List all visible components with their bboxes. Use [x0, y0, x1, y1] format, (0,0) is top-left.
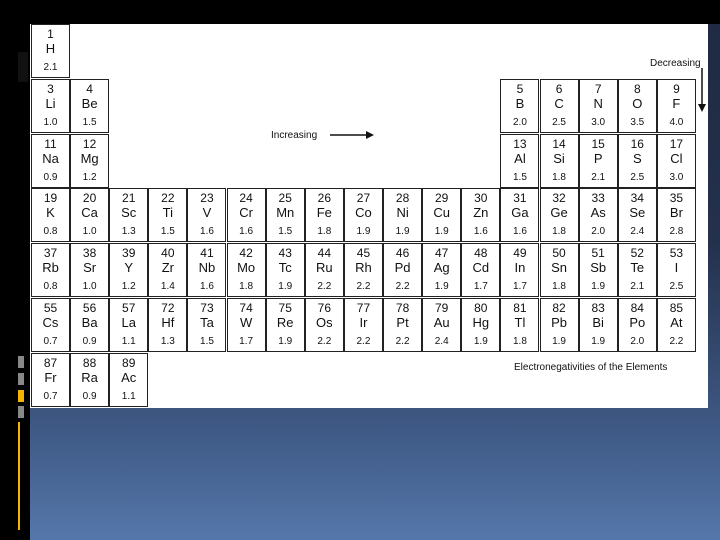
- element-cell-fr: [31, 353, 70, 407]
- element-cell-br: [657, 188, 696, 242]
- element-cell-ra: [70, 353, 109, 407]
- element-symbol: Tl: [514, 315, 526, 330]
- atomic-number: 13: [513, 136, 527, 151]
- element-cell-nb: [187, 243, 226, 297]
- element-cell-cu: [422, 188, 461, 242]
- atomic-number: 56: [82, 301, 97, 315]
- atomic-number: 26: [317, 191, 331, 206]
- element-cell-fe: [305, 188, 344, 242]
- element-cell-h: [31, 24, 70, 78]
- electronegativity-value: 0.7: [43, 336, 58, 347]
- element-symbol: B: [515, 95, 525, 111]
- element-symbol: Os: [316, 315, 333, 330]
- element-cell-pd: [383, 243, 422, 297]
- element-cell-y: [109, 243, 148, 297]
- electronegativity-value: 1.9: [434, 281, 449, 293]
- element-symbol: Al: [514, 150, 526, 166]
- left-accent-bar-gray-3: [18, 406, 24, 418]
- element-symbol: Fe: [316, 205, 332, 221]
- element-cell-sr: [70, 243, 109, 297]
- atomic-number: 28: [395, 191, 410, 206]
- electronegativity-value: 2.2: [395, 281, 410, 293]
- element-cell-au: [422, 298, 461, 352]
- element-symbol: Se: [629, 205, 646, 221]
- element-symbol: Hf: [161, 315, 175, 330]
- element-cell-pb: [540, 298, 579, 352]
- decreasing-label: Decreasing: [650, 58, 701, 69]
- atomic-number: 38: [82, 246, 97, 261]
- element-cell-sn: [540, 243, 579, 297]
- electronegativity-value: 0.9: [82, 336, 97, 347]
- atomic-number: 27: [356, 191, 371, 206]
- electronegativity-value: 2.0: [591, 226, 606, 238]
- element-symbol: Re: [276, 315, 294, 330]
- element-symbol: Ir: [359, 315, 368, 330]
- atomic-number: 33: [591, 191, 605, 206]
- top-black-band: [0, 0, 720, 24]
- element-symbol: Ag: [433, 260, 450, 276]
- element-cell-ta: [187, 298, 226, 352]
- element-cell-k: [31, 188, 70, 242]
- element-symbol: N: [593, 95, 603, 111]
- atomic-number: 30: [474, 191, 488, 206]
- element-cell-zr: [148, 243, 187, 297]
- element-symbol: Ti: [162, 205, 174, 221]
- atomic-number: 85: [669, 301, 684, 315]
- element-symbol: O: [632, 95, 643, 111]
- electronegativity-value: 1.9: [591, 336, 606, 347]
- atomic-number: 7: [594, 81, 602, 96]
- element-symbol: Po: [629, 315, 646, 330]
- element-cell-cr: [227, 188, 266, 242]
- electronegativity-value: 2.2: [395, 336, 410, 347]
- figure-caption: Electronegativities of the Elements: [514, 362, 668, 373]
- atomic-number: 5: [516, 81, 524, 96]
- element-cell-ba: [70, 298, 109, 352]
- atomic-number: 24: [239, 191, 253, 206]
- electronegativity-value: 1.6: [512, 226, 527, 238]
- element-symbol: Hg: [472, 315, 490, 330]
- element-cell-bi: [579, 298, 618, 352]
- element-symbol: Nb: [198, 260, 216, 276]
- element-symbol: C: [554, 95, 564, 111]
- element-symbol: Te: [630, 260, 645, 276]
- atomic-number: 23: [200, 191, 214, 206]
- electronegativity-value: 2.1: [591, 171, 606, 183]
- element-symbol: K: [46, 205, 55, 221]
- element-symbol: Fr: [44, 369, 57, 385]
- atomic-number: 49: [513, 246, 527, 261]
- element-symbol: Mn: [276, 205, 295, 221]
- electronegativity-value: 1.6: [239, 226, 254, 238]
- atomic-number: 35: [669, 191, 684, 206]
- atomic-number: 44: [317, 246, 331, 261]
- electronegativity-value: 1.5: [200, 336, 214, 347]
- electronegativity-value: 1.0: [82, 226, 97, 238]
- down-arrow-icon: [697, 68, 707, 112]
- atomic-number: 47: [435, 246, 449, 261]
- element-symbol: Mo: [237, 260, 256, 276]
- electronegativity-value: 2.5: [669, 281, 684, 293]
- electronegativity-value: 0.7: [43, 390, 58, 402]
- element-symbol: Ga: [511, 205, 529, 221]
- element-symbol: In: [514, 260, 526, 276]
- atomic-number: 1: [47, 27, 54, 41]
- electronegativity-value: 1.9: [278, 281, 293, 293]
- atomic-number: 25: [278, 191, 292, 206]
- element-symbol: Ge: [550, 205, 568, 221]
- atomic-number: 14: [552, 136, 566, 151]
- atomic-number: 84: [630, 301, 644, 315]
- element-cell-n: [579, 79, 618, 133]
- element-cell-ga: [500, 188, 539, 242]
- left-accent-block: [18, 52, 28, 82]
- element-cell-ni: [383, 188, 422, 242]
- electronegativity-value: 1.8: [239, 281, 254, 293]
- element-cell-tl: [500, 298, 539, 352]
- electronegativity-value: 0.8: [43, 226, 58, 238]
- electronegativity-value: 1.9: [395, 226, 410, 238]
- element-symbol: Cl: [670, 150, 683, 166]
- element-cell-po: [618, 298, 657, 352]
- electronegativity-value: 2.4: [630, 226, 645, 238]
- atomic-number: 17: [669, 136, 684, 151]
- element-symbol: Ca: [81, 205, 98, 221]
- atomic-number: 77: [356, 301, 371, 315]
- element-symbol: F: [672, 95, 681, 111]
- atomic-number: 31: [513, 191, 527, 206]
- element-symbol: Pt: [396, 315, 409, 330]
- electronegativity-value: 1.9: [473, 336, 488, 347]
- element-symbol: Sr: [83, 260, 97, 276]
- atomic-number: 89: [122, 355, 136, 370]
- electronegativity-value: 0.9: [43, 171, 58, 183]
- electronegativity-value: 1.2: [82, 171, 97, 183]
- electronegativity-value: 1.3: [160, 336, 175, 347]
- element-symbol: Bi: [592, 315, 604, 330]
- element-symbol: Sb: [590, 260, 607, 276]
- electronegativity-value: 1.8: [512, 336, 527, 347]
- electronegativity-value: 0.9: [82, 390, 97, 402]
- electronegativity-value: 1.5: [160, 226, 175, 238]
- electronegativity-value: 1.7: [473, 281, 488, 293]
- periodic-table-figure: [30, 24, 708, 408]
- element-cell-rh: [344, 243, 383, 297]
- increasing-label: Increasing: [271, 130, 318, 141]
- element-cell-na: [31, 134, 70, 188]
- electronegativity-value: 1.0: [82, 281, 97, 293]
- element-symbol: Pd: [394, 260, 411, 276]
- element-cell-cd: [461, 243, 500, 297]
- atomic-number: 41: [200, 246, 214, 261]
- electronegativity-value: 3.0: [669, 171, 684, 183]
- element-cell-co: [344, 188, 383, 242]
- element-cell-al: [500, 134, 539, 188]
- element-cell-p: [579, 134, 618, 188]
- electronegativity-value: 1.7: [239, 336, 254, 347]
- atomic-number: 12: [82, 136, 97, 151]
- element-symbol: Mg: [80, 150, 99, 166]
- element-cell-rb: [31, 243, 70, 297]
- element-cell-o: [618, 79, 657, 133]
- element-symbol: P: [593, 150, 603, 166]
- element-symbol: Ni: [396, 205, 409, 221]
- element-cell-ti: [148, 188, 187, 242]
- element-cell-mg: [70, 134, 109, 188]
- electronegativity-value: 1.8: [317, 226, 332, 238]
- element-cell-b: [500, 79, 539, 133]
- element-cell-ca: [70, 188, 109, 242]
- atomic-number: 75: [278, 301, 292, 315]
- element-symbol: At: [670, 315, 683, 330]
- element-symbol: I: [674, 260, 679, 276]
- electronegativity-value: 1.3: [121, 226, 136, 238]
- atomic-number: 80: [474, 301, 488, 315]
- atomic-number: 88: [82, 355, 97, 370]
- element-cell-i: [657, 243, 696, 297]
- element-symbol: Ac: [121, 369, 137, 385]
- atomic-number: 3: [47, 81, 54, 96]
- atomic-number: 87: [43, 355, 58, 370]
- atomic-number: 29: [435, 191, 449, 206]
- atomic-number: 50: [552, 246, 566, 261]
- electronegativity-value: 2.0: [512, 116, 527, 128]
- electronegativity-value: 3.5: [630, 116, 645, 128]
- left-accent-bar-gray-1: [18, 356, 24, 368]
- electronegativity-value: 1.1: [121, 390, 136, 402]
- electronegativity-value: 1.2: [121, 281, 136, 293]
- atomic-number: 72: [161, 301, 175, 315]
- element-cell-re: [266, 298, 305, 352]
- left-accent-bar-yellow: [18, 390, 24, 402]
- element-cell-la: [109, 298, 148, 352]
- atomic-number: 40: [161, 246, 175, 261]
- atomic-number: 19: [43, 191, 58, 206]
- element-cell-ir: [344, 298, 383, 352]
- electronegativity-value: 1.6: [473, 226, 488, 238]
- electronegativity-value: 1.4: [160, 281, 175, 293]
- element-symbol: La: [121, 315, 136, 330]
- element-symbol: Cr: [239, 205, 253, 221]
- element-cell-te: [618, 243, 657, 297]
- element-cell-in: [500, 243, 539, 297]
- electronegativity-value: 2.0: [630, 336, 645, 347]
- atomic-number: 21: [122, 191, 136, 206]
- electronegativity-value: 2.2: [356, 281, 371, 293]
- atomic-number: 34: [630, 191, 644, 206]
- electronegativity-value: 1.5: [278, 226, 293, 238]
- element-cell-w: [227, 298, 266, 352]
- right-arrow-icon: [330, 130, 374, 140]
- element-symbol: Na: [42, 150, 59, 166]
- element-symbol: S: [632, 150, 642, 166]
- element-cell-ag: [422, 243, 461, 297]
- electronegativity-value: 2.4: [434, 336, 449, 347]
- electronegativity-value: 1.9: [591, 281, 606, 293]
- element-cell-li: [31, 79, 70, 133]
- atomic-number: 42: [239, 246, 253, 261]
- atomic-number: 74: [239, 301, 253, 315]
- element-cell-at: [657, 298, 696, 352]
- atomic-number: 73: [200, 301, 214, 315]
- atomic-number: 32: [552, 191, 566, 206]
- element-symbol: Rh: [355, 260, 372, 276]
- electronegativity-value: 2.5: [630, 171, 645, 183]
- element-cell-mn: [266, 188, 305, 242]
- atomic-number: 4: [86, 81, 93, 96]
- element-cell-tc: [266, 243, 305, 297]
- electronegativity-value: 2.2: [317, 336, 332, 347]
- atomic-number: 82: [552, 301, 566, 315]
- element-symbol: Sc: [121, 205, 137, 221]
- atomic-number: 46: [395, 246, 410, 261]
- electronegativity-value: 2.1: [630, 281, 645, 293]
- electronegativity-value: 4.0: [669, 116, 684, 128]
- element-cell-be: [70, 79, 109, 133]
- element-cell-v: [187, 188, 226, 242]
- electronegativity-value: 2.2: [317, 281, 332, 293]
- atomic-number: 57: [122, 301, 136, 315]
- electronegativity-value: 1.5: [512, 171, 527, 183]
- electronegativity-value: 2.2: [356, 336, 371, 347]
- element-cell-s: [618, 134, 657, 188]
- element-symbol: Rb: [42, 260, 59, 276]
- electronegativity-value: 1.7: [512, 281, 527, 293]
- element-cell-ru: [305, 243, 344, 297]
- element-cell-ac: [109, 353, 148, 407]
- electronegativity-value: 0.8: [43, 281, 58, 293]
- element-symbol: Cd: [472, 260, 490, 276]
- electronegativity-value: 1.9: [552, 336, 566, 347]
- electronegativity-value: 1.0: [43, 116, 58, 128]
- element-symbol: W: [239, 315, 253, 330]
- element-symbol: Ta: [200, 315, 214, 330]
- electronegativity-value: 3.0: [591, 116, 606, 128]
- element-symbol: V: [202, 205, 212, 221]
- atomic-number: 76: [317, 301, 331, 315]
- atomic-number: 79: [435, 301, 449, 315]
- element-cell-si: [540, 134, 579, 188]
- element-cell-mo: [227, 243, 266, 297]
- electronegativity-value: 2.1: [43, 62, 58, 73]
- atomic-number: 6: [555, 81, 563, 96]
- atomic-number: 48: [474, 246, 488, 261]
- element-symbol: Co: [355, 205, 372, 221]
- element-cell-se: [618, 188, 657, 242]
- electronegativity-value: 2.5: [552, 116, 566, 128]
- electronegativity-value: 1.9: [278, 336, 293, 347]
- atomic-number: 55: [43, 301, 58, 315]
- element-symbol: Y: [124, 260, 134, 276]
- element-symbol: Si: [553, 150, 565, 166]
- element-symbol: Zn: [473, 205, 489, 221]
- element-cell-ge: [540, 188, 579, 242]
- left-accent-line-yellow: [18, 422, 20, 530]
- atomic-number: 51: [591, 246, 605, 261]
- element-cell-os: [305, 298, 344, 352]
- atomic-number: 81: [513, 301, 527, 315]
- element-cell-pt: [383, 298, 422, 352]
- atomic-number: 53: [669, 246, 684, 261]
- electronegativity-value: 2.2: [669, 336, 684, 347]
- atomic-number: 15: [591, 136, 605, 151]
- element-symbol: H: [45, 41, 56, 56]
- element-cell-cl: [657, 134, 696, 188]
- electronegativity-value: 1.8: [552, 226, 566, 238]
- atomic-number: 43: [278, 246, 292, 261]
- element-cell-c: [540, 79, 579, 133]
- atomic-number: 8: [633, 81, 641, 96]
- electronegativity-value: 1.5: [82, 116, 97, 128]
- electronegativity-value: 1.9: [356, 226, 371, 238]
- element-cell-zn: [461, 188, 500, 242]
- atomic-number: 22: [161, 191, 175, 206]
- atomic-number: 37: [43, 246, 58, 261]
- element-cell-hf: [148, 298, 187, 352]
- electronegativity-value: 1.6: [200, 281, 214, 293]
- element-symbol: Ru: [316, 260, 333, 276]
- element-symbol: Cs: [42, 315, 59, 330]
- element-symbol: Li: [45, 95, 56, 111]
- element-cell-sb: [579, 243, 618, 297]
- atomic-number: 39: [122, 246, 136, 261]
- element-symbol: Ra: [81, 369, 98, 385]
- element-symbol: Br: [669, 205, 683, 221]
- element-cell-f: [657, 79, 696, 133]
- element-symbol: Au: [433, 315, 450, 330]
- atomic-number: 9: [673, 81, 680, 96]
- element-cell-sc: [109, 188, 148, 242]
- atomic-number: 20: [82, 191, 97, 206]
- element-symbol: Cu: [433, 205, 450, 221]
- atomic-number: 52: [630, 246, 644, 261]
- electronegativity-value: 2.8: [669, 226, 684, 238]
- electronegativity-value: 1.9: [434, 226, 449, 238]
- atomic-number: 11: [44, 136, 57, 151]
- element-symbol: Pb: [551, 315, 567, 330]
- element-cell-as: [579, 188, 618, 242]
- element-symbol: As: [590, 205, 606, 221]
- element-symbol: Ba: [81, 315, 98, 330]
- electronegativity-value: 1.1: [121, 336, 136, 347]
- atomic-number: 45: [356, 246, 371, 261]
- electronegativity-value: 1.8: [552, 171, 566, 183]
- element-cell-cs: [31, 298, 70, 352]
- element-symbol: Tc: [278, 260, 292, 276]
- element-cell-hg: [461, 298, 500, 352]
- electronegativity-value: 1.8: [552, 281, 566, 293]
- atomic-number: 16: [630, 136, 644, 151]
- electronegativity-value: 1.6: [200, 226, 214, 238]
- element-symbol: Zr: [161, 260, 174, 276]
- atomic-number: 83: [591, 301, 605, 315]
- left-accent-bar-gray-2: [18, 373, 24, 385]
- element-symbol: Be: [81, 95, 98, 111]
- element-symbol: Sn: [551, 260, 567, 276]
- atomic-number: 78: [395, 301, 410, 315]
